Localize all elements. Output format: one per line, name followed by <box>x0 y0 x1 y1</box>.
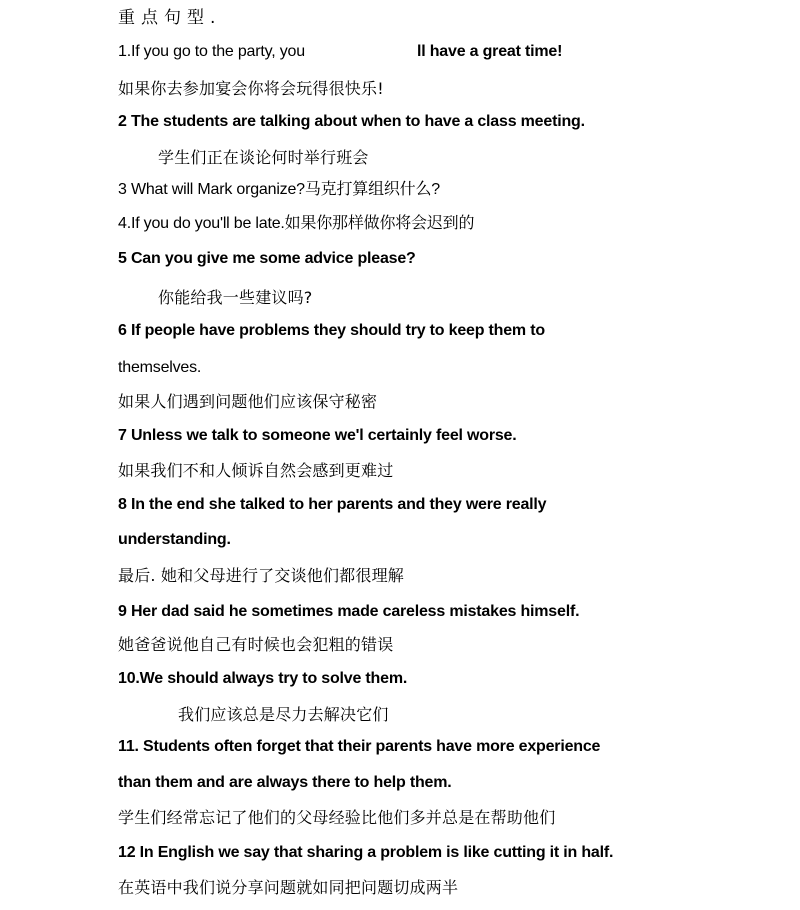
sentence-11-chinese: 学生们经常忘记了他们的父母经验比他们多并总是在帮助他们 <box>118 808 556 827</box>
sentence-5-english: 5 Can you give me some advice please? <box>118 250 416 267</box>
sentence-6-chinese: 如果人们遇到问题他们应该保守秘密 <box>118 392 378 411</box>
sentence-9-english: 9 Her dad said he sometimes made careless mistakes himself. <box>118 603 580 620</box>
sentence-8-english-line2: understanding. <box>118 531 231 548</box>
sentence-12-chinese: 在英语中我们说分享问题就如同把问题切成两半 <box>118 878 459 897</box>
sentence-1-chinese: 如果你去参加宴会你将会玩得很快乐! <box>118 79 384 98</box>
sentence-5-chinese: 你能给我一些建议吗? <box>158 288 313 307</box>
sentence-3-text: 3 What will Mark organize?马克打算组织什么? <box>118 181 440 198</box>
sentence-12-english: 12 In English we say that sharing a problem is like cutting it in half. <box>118 844 614 861</box>
sentence-8-english-line1: 8 In the end she talked to her parents and they were really <box>118 496 547 513</box>
sentence-4-text: 4.If you do you'll be late.如果你那样做你将会迟到的 <box>118 215 475 232</box>
sentence-11-english-line1: 11. Students often forget that their parents have more experience <box>118 738 601 755</box>
sentence-7-english: 7 Unless we talk to someone we'l certainly feel worse. <box>118 427 517 444</box>
sentence-8-chinese: 最后. 她和父母进行了交谈他们都很理解 <box>118 566 404 585</box>
sentence-1-english-part1: 1.If you go to the party, you <box>118 43 305 60</box>
sentence-6-english-line2: themselves. <box>118 359 202 376</box>
sentence-1-english-part2: ll have a great time! <box>417 43 563 60</box>
sentence-7-chinese: 如果我们不和人倾诉自然会感到更难过 <box>118 461 394 480</box>
sentence-11-english-line2: than them and are always there to help them. <box>118 774 452 791</box>
sentence-2-chinese: 学生们正在谈论何时举行班会 <box>158 148 369 167</box>
sentence-10-chinese: 我们应该总是尽力去解决它们 <box>178 705 389 724</box>
sentence-1-english <box>118 44 305 60</box>
sentence-6-english-line1: 6 If people have problems they should try to keep them to <box>118 322 545 339</box>
sentence-10-english: 10.We should always try to solve them. <box>118 670 408 687</box>
sentence-9-chinese: 她爸爸说他自己有时候也会犯粗的错误 <box>118 635 394 654</box>
sentence-2-english: 2 The students are talking about when to have a class meeting. <box>118 113 585 130</box>
page-title: 重点句型. <box>118 8 222 28</box>
